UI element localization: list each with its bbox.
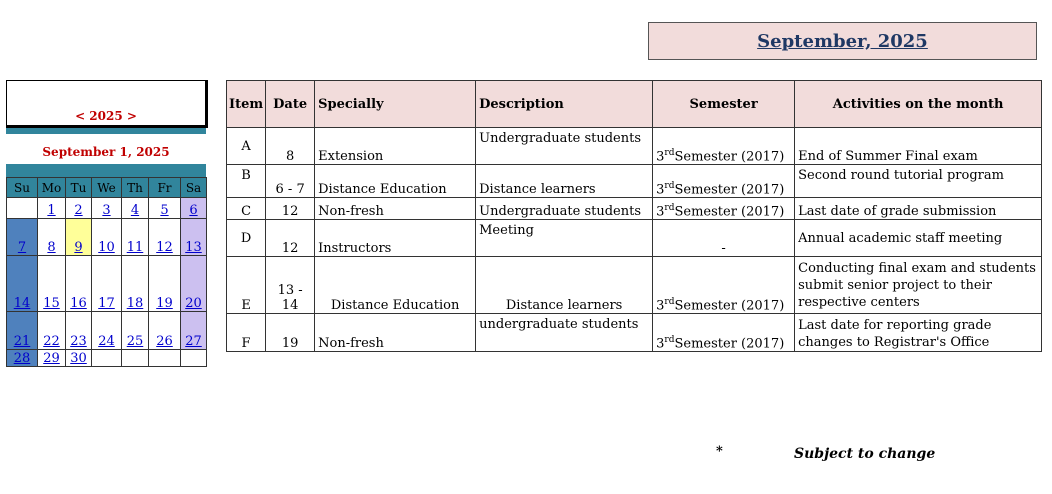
calendar-day[interactable] bbox=[181, 219, 207, 256]
calendar-header bbox=[6, 80, 208, 128]
day-link[interactable]: 24 bbox=[98, 334, 115, 349]
cell-description: Distance learners bbox=[476, 165, 653, 198]
cell-activity: Last date for reporting grade changes to Registrar's Office bbox=[795, 314, 1042, 352]
cell-specially: Extension bbox=[315, 128, 476, 165]
cell-specially: Non-fresh bbox=[315, 198, 476, 220]
day-link[interactable]: 11 bbox=[126, 240, 144, 255]
weekday-label: We bbox=[92, 178, 122, 198]
cell-semester: - bbox=[653, 220, 795, 257]
day-link[interactable]: 14 bbox=[13, 296, 31, 311]
day-link[interactable]: 9 bbox=[74, 240, 83, 255]
cell-specially: Instructors bbox=[315, 220, 476, 257]
semester-text: Semester (2017) bbox=[674, 298, 785, 313]
day-link[interactable]: 28 bbox=[13, 351, 31, 366]
cell-item: F bbox=[227, 314, 266, 352]
calendar-day[interactable] bbox=[181, 256, 207, 312]
column-header-item: Item bbox=[227, 81, 266, 128]
calendar-day[interactable] bbox=[122, 219, 149, 256]
weekday-label: Fr bbox=[149, 178, 181, 198]
calendar-day[interactable] bbox=[7, 312, 38, 350]
semester-ordinal: rd bbox=[664, 296, 675, 307]
cell-description: undergraduate students bbox=[476, 314, 653, 352]
calendar-week bbox=[7, 198, 207, 219]
calendar-day[interactable] bbox=[92, 312, 122, 350]
cell-activity: End of Summer Final exam bbox=[795, 128, 1042, 165]
weekday-label: Th bbox=[122, 178, 149, 198]
table-row bbox=[227, 198, 1042, 220]
day-link[interactable]: 18 bbox=[126, 296, 144, 311]
cell-item: B bbox=[227, 165, 266, 198]
weekday-label: Sa bbox=[181, 178, 207, 198]
day-link[interactable]: 22 bbox=[43, 334, 60, 349]
cell-description: Undergraduate students bbox=[476, 198, 653, 220]
weekday-row bbox=[7, 178, 207, 198]
cell-description: Meeting bbox=[476, 220, 653, 257]
cell-specially: Distance Education bbox=[315, 165, 476, 198]
calendar-day-empty bbox=[7, 198, 38, 219]
calendar-week bbox=[7, 256, 207, 312]
day-link[interactable]: 25 bbox=[126, 334, 144, 349]
cell-specially: Distance Education bbox=[315, 257, 476, 314]
cell-date: 19 bbox=[266, 314, 315, 352]
cell-semester bbox=[653, 128, 795, 165]
day-link[interactable]: 7 bbox=[17, 240, 27, 255]
calendar-day[interactable] bbox=[122, 198, 149, 219]
cell-activity: Conducting final exam and students submit senior project to their respective centers bbox=[795, 257, 1042, 314]
day-link[interactable]: 20 bbox=[185, 296, 202, 311]
column-header-description: Description bbox=[476, 81, 653, 128]
day-link[interactable]: 19 bbox=[156, 296, 173, 311]
calendar-week bbox=[7, 312, 207, 350]
day-link[interactable]: 30 bbox=[70, 351, 87, 366]
calendar-day-empty bbox=[149, 350, 181, 367]
cell-description: Undergraduate students bbox=[476, 128, 653, 165]
cell-date: 6 - 7 bbox=[266, 165, 315, 198]
day-link[interactable]: 1 bbox=[47, 203, 56, 218]
table-row bbox=[227, 220, 1042, 257]
semester-ordinal: rd bbox=[664, 334, 675, 345]
day-link[interactable]: 16 bbox=[70, 296, 87, 311]
weekday-label: Su bbox=[7, 178, 38, 198]
day-link[interactable]: 6 bbox=[189, 203, 198, 218]
day-link[interactable]: 8 bbox=[47, 240, 56, 255]
column-header-specially: Specially bbox=[315, 81, 476, 128]
calendar-day[interactable] bbox=[38, 198, 66, 219]
table-row bbox=[227, 314, 1042, 352]
cell-semester bbox=[653, 165, 795, 198]
calendar-week bbox=[7, 219, 207, 256]
weekday-label: Mo bbox=[38, 178, 66, 198]
semester-number: 3 bbox=[656, 149, 665, 164]
calendar-day[interactable] bbox=[66, 256, 92, 312]
calendar-day[interactable] bbox=[7, 256, 38, 312]
cell-date: 8 bbox=[266, 128, 315, 165]
cell-date: 13 - 14 bbox=[266, 257, 315, 314]
footnote-text: Subject to change bbox=[794, 446, 936, 462]
table-row bbox=[227, 128, 1042, 165]
calendar-day[interactable] bbox=[38, 312, 66, 350]
calendar-day[interactable] bbox=[181, 312, 207, 350]
calendar-day-highlighted[interactable] bbox=[66, 219, 92, 256]
column-header-activities: Activities on the month bbox=[795, 81, 1042, 128]
calendar-day[interactable] bbox=[38, 350, 66, 367]
calendar-grid bbox=[6, 177, 207, 367]
day-link[interactable]: 5 bbox=[160, 203, 169, 218]
day-link[interactable]: 17 bbox=[98, 296, 115, 311]
calendar-day[interactable] bbox=[66, 350, 92, 367]
day-link[interactable]: 29 bbox=[43, 351, 60, 366]
calendar-day[interactable] bbox=[92, 256, 122, 312]
calendar-day[interactable] bbox=[66, 198, 92, 219]
calendar-selected-date: September 1, 2025 bbox=[42, 145, 170, 159]
day-link[interactable]: 4 bbox=[130, 203, 140, 218]
calendar-day-empty bbox=[92, 350, 122, 367]
cell-date: 12 bbox=[266, 220, 315, 257]
semester-text: Semester (2017) bbox=[674, 204, 785, 219]
weekday-label: Tu bbox=[66, 178, 92, 198]
table-row bbox=[227, 165, 1042, 198]
calendar-day[interactable] bbox=[149, 198, 181, 219]
day-link[interactable]: 26 bbox=[156, 334, 173, 349]
calendar-day[interactable] bbox=[92, 219, 122, 256]
cell-semester bbox=[653, 314, 795, 352]
activities-table bbox=[226, 80, 1042, 352]
day-link[interactable]: 12 bbox=[156, 240, 173, 255]
calendar-day[interactable] bbox=[181, 198, 207, 219]
year-navigator[interactable]: < 2025 > bbox=[75, 109, 137, 123]
semester-number: 3 bbox=[656, 182, 665, 197]
table-header-row bbox=[227, 81, 1042, 128]
calendar-day-empty bbox=[122, 350, 149, 367]
day-link[interactable]: 21 bbox=[13, 334, 31, 349]
semester-text: Semester (2017) bbox=[674, 336, 785, 351]
calendar-day[interactable] bbox=[38, 219, 66, 256]
calendar-day[interactable] bbox=[38, 256, 66, 312]
calendar-day[interactable] bbox=[149, 312, 181, 350]
semester-text: Semester (2017) bbox=[674, 149, 785, 164]
cell-specially: Non-fresh bbox=[315, 314, 476, 352]
cell-activity: Annual academic staff meeting bbox=[795, 220, 1042, 257]
calendar-day[interactable] bbox=[149, 256, 181, 312]
cell-activity: Last date of grade submission bbox=[795, 198, 1042, 220]
cell-item: E bbox=[227, 257, 266, 314]
month-title-box bbox=[648, 22, 1037, 60]
day-link[interactable]: 27 bbox=[185, 334, 202, 349]
cell-item: A bbox=[227, 128, 266, 165]
semester-number: 3 bbox=[656, 336, 665, 351]
semester-ordinal: rd bbox=[664, 147, 675, 158]
column-header-date: Date bbox=[266, 81, 315, 128]
calendar-day[interactable] bbox=[7, 219, 38, 256]
calendar-week bbox=[7, 350, 207, 367]
calendar-day[interactable] bbox=[66, 312, 92, 350]
day-link[interactable]: 23 bbox=[70, 334, 87, 349]
calendar-day[interactable] bbox=[7, 350, 38, 367]
cell-date: 12 bbox=[266, 198, 315, 220]
semester-ordinal: rd bbox=[664, 202, 675, 213]
calendar-day[interactable] bbox=[122, 256, 149, 312]
semester-number: 3 bbox=[656, 298, 665, 313]
calendar-day[interactable] bbox=[92, 198, 122, 219]
cell-semester bbox=[653, 257, 795, 314]
day-link[interactable]: 2 bbox=[74, 203, 83, 218]
calendar-day[interactable] bbox=[149, 219, 181, 256]
month-title: September, 2025 bbox=[757, 30, 928, 52]
calendar-day-empty bbox=[181, 350, 207, 367]
day-link[interactable]: 13 bbox=[185, 240, 202, 255]
day-link[interactable]: 15 bbox=[43, 296, 60, 311]
cell-activity: Second round tutorial program bbox=[795, 165, 1042, 198]
column-header-semester: Semester bbox=[653, 81, 795, 128]
day-link[interactable]: 3 bbox=[102, 203, 111, 218]
footnote-asterisk: * bbox=[716, 444, 723, 459]
day-link[interactable]: 10 bbox=[98, 240, 115, 255]
semester-text: Semester (2017) bbox=[674, 182, 785, 197]
calendar-day[interactable] bbox=[122, 312, 149, 350]
cell-semester bbox=[653, 198, 795, 220]
cell-item: C bbox=[227, 198, 266, 220]
table-row bbox=[227, 257, 1042, 314]
cell-item: D bbox=[227, 220, 266, 257]
semester-ordinal: rd bbox=[664, 180, 675, 191]
cell-description: Distance learners bbox=[476, 257, 653, 314]
semester-number: 3 bbox=[656, 204, 665, 219]
